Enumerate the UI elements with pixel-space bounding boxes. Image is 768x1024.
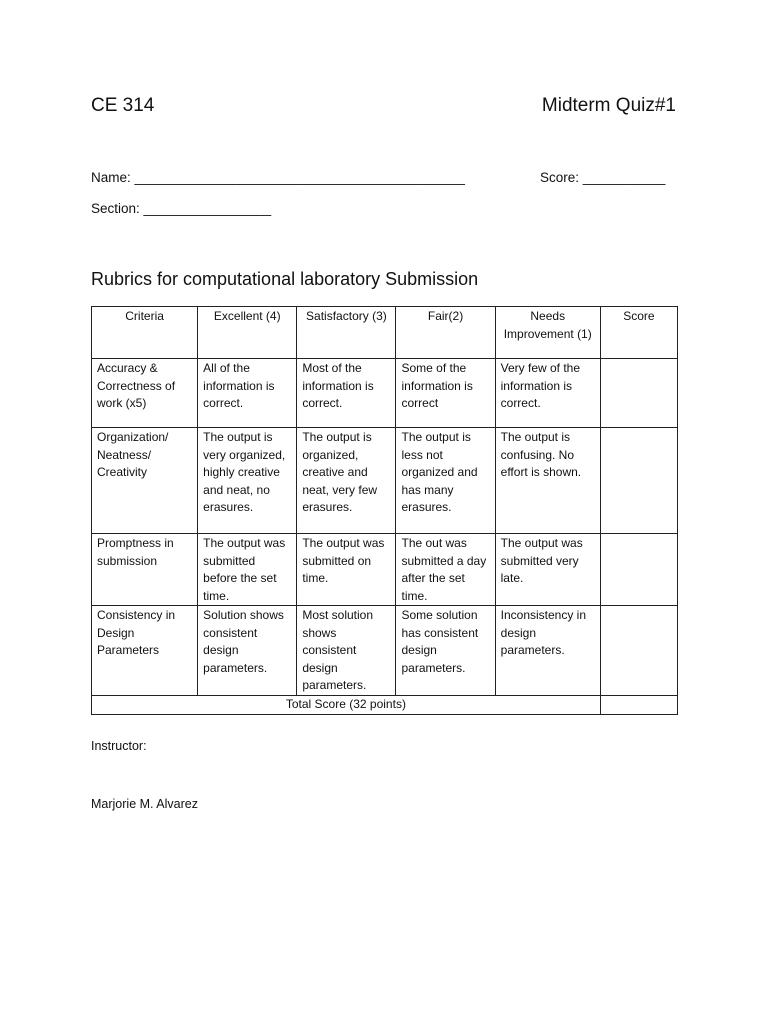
instructor-name: Marjorie M. Alvarez xyxy=(91,797,198,811)
excellent-cell: Solution shows consistent design parameters. xyxy=(198,606,297,696)
instructor-label: Instructor: xyxy=(91,739,147,753)
table-row xyxy=(92,428,678,534)
table-row xyxy=(92,534,678,606)
table-row xyxy=(92,606,678,696)
header-excellent: Excellent (4) xyxy=(198,307,297,359)
total-row xyxy=(92,695,678,714)
criteria-cell: Consistency in Design Parameters xyxy=(92,606,198,696)
course-code: CE 314 xyxy=(91,95,155,116)
fair-cell: Some of the information is correct xyxy=(396,359,495,428)
satisfactory-cell: The output was submitted on time. xyxy=(297,534,396,606)
header-fair: Fair(2) xyxy=(396,307,495,359)
needs-improvement-cell: The output was submitted very late. xyxy=(495,534,600,606)
total-score-label: Total Score (32 points) xyxy=(92,695,601,714)
header-needs-improvement: Needs Improvement (1) xyxy=(495,307,600,359)
satisfactory-cell: The output is organized, creative and neat, very few erasures. xyxy=(297,428,396,534)
name-field: Name: ____________________________________________ xyxy=(91,170,465,185)
fair-cell: Some solution has consistent design parameters. xyxy=(396,606,495,696)
score-cell xyxy=(600,534,677,606)
fair-cell: The output is less not organized and has many erasures. xyxy=(396,428,495,534)
needs-improvement-cell: Very few of the information is correct. xyxy=(495,359,600,428)
excellent-cell: The output is very organized, highly creative and neat, no erasures. xyxy=(198,428,297,534)
header-satisfactory: Satisfactory (3) xyxy=(297,307,396,359)
needs-improvement-cell: The output is confusing. No effort is shown. xyxy=(495,428,600,534)
header-score: Score xyxy=(600,307,677,359)
rubric-table xyxy=(91,306,678,715)
quiz-title: Midterm Quiz#1 xyxy=(541,95,676,116)
section-field: Section: _________________ xyxy=(91,201,272,216)
excellent-cell: The output was submitted before the set time. xyxy=(198,534,297,606)
score-field: Score: ___________ xyxy=(540,170,666,185)
rubric-header-row xyxy=(92,307,678,359)
total-score-cell xyxy=(600,695,677,714)
score-cell xyxy=(600,428,677,534)
satisfactory-cell: Most solution shows consistent design parameters. xyxy=(297,606,396,696)
header-criteria: Criteria xyxy=(92,307,198,359)
excellent-cell: All of the information is correct. xyxy=(198,359,297,428)
rubric-title: Rubrics for computational laboratory Submission xyxy=(91,269,479,289)
criteria-cell: Organization/ Neatness/ Creativity xyxy=(92,428,198,534)
satisfactory-cell: Most of the information is correct. xyxy=(297,359,396,428)
score-cell xyxy=(600,606,677,696)
fair-cell: The out was submitted a day after the set time. xyxy=(396,534,495,606)
table-row xyxy=(92,359,678,428)
score-cell xyxy=(600,359,677,428)
criteria-cell: Accuracy & Correctness of work (x5) xyxy=(92,359,198,428)
needs-improvement-cell: Inconsistency in design parameters. xyxy=(495,606,600,696)
criteria-cell: Promptness in submission xyxy=(92,534,198,606)
